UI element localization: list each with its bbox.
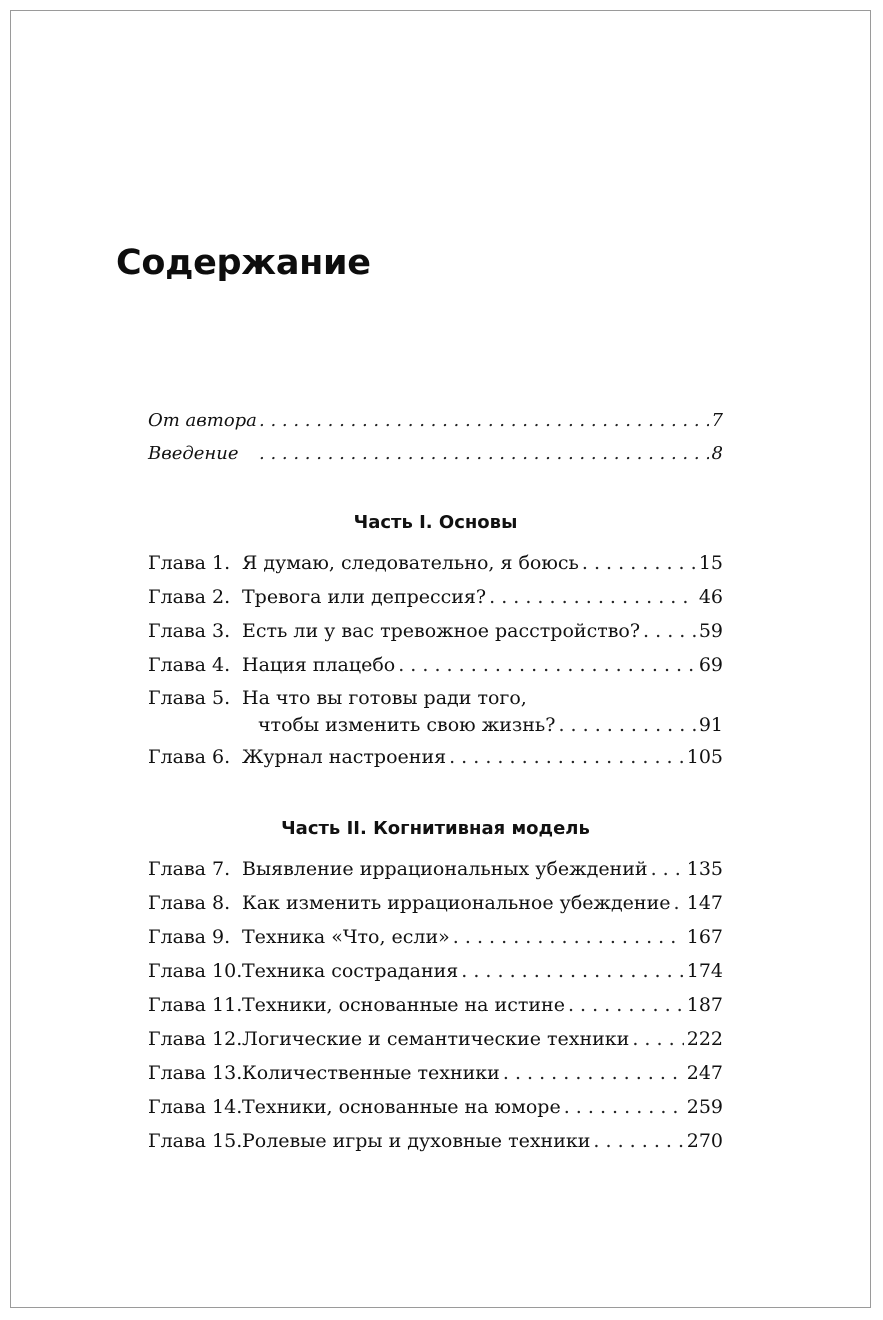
dot-leader [503,1062,684,1084]
toc-page-number: 174 [686,960,723,982]
dot-leader [564,1096,684,1118]
toc-entry-label: От автора [148,410,257,431]
toc-entry-label: Введение [148,443,239,464]
toc-entry-chapter[interactable] [148,552,723,574]
toc-entry-chapter[interactable] [148,1062,723,1084]
dot-leader [259,410,709,431]
chapter-title: Количественные техники [242,1062,500,1084]
dot-leader [568,994,684,1016]
chapter-title: Есть ли у вас тревожное расстройство? [242,620,641,642]
chapter-number: Глава 14. [148,1096,243,1118]
toc-entry-chapter[interactable] [148,994,723,1016]
chapter-number: Глава 12. [148,1028,243,1050]
chapter-number: Глава 4. [148,654,231,676]
chapter-title: Выявление иррациональных убеждений [242,858,648,880]
part-heading: Часть I. Основы [353,512,518,533]
toc-page-number: 147 [686,892,723,914]
dot-leader [643,620,696,642]
toc-entry-chapter[interactable] [148,1028,723,1050]
toc-page-number: 247 [686,1062,723,1084]
dot-leader [593,1130,683,1152]
toc-entry-chapter[interactable] [148,1096,723,1118]
chapter-number: Глава 1. [148,552,231,574]
toc-entry-introduction[interactable] [148,443,723,464]
dot-leader [674,892,684,914]
toc-page-number: 91 [698,714,723,736]
dot-leader [582,552,696,574]
toc-page-number: 270 [686,1130,723,1152]
toc-page-number: 46 [698,586,723,608]
toc-page-number: 7 [711,410,723,431]
chapter-title: Тревога или депрессия? [242,586,487,608]
toc-page-number: 105 [686,746,723,768]
dot-leader [449,746,684,768]
toc-entry-chapter[interactable] [148,654,723,676]
chapter-number: Глава 8. [148,892,231,914]
toc-entry-chapter[interactable] [148,1130,723,1152]
chapter-title: Я думаю, следовательно, я боюсь [242,552,579,574]
chapter-title: Логические и семантические техники [242,1028,630,1050]
chapter-number: Глава 13. [148,1062,243,1084]
toc-page-number: 187 [686,994,723,1016]
chapter-number: Глава 7. [148,858,231,880]
page-title: Содержание [116,243,371,283]
chapter-title: Техника «Что, если» [242,926,450,948]
toc-entry-chapter[interactable] [148,926,723,948]
dot-leader [489,586,696,608]
toc-page-number: 8 [711,443,723,464]
toc-page-number: 69 [698,654,723,676]
dot-leader [558,714,695,736]
chapter-number: Глава 10. [148,960,243,982]
part-heading: Часть II. Когнитивная модель [281,818,590,839]
toc-entry-chapter[interactable] [148,687,723,743]
toc-entry-chapter[interactable] [148,960,723,982]
chapter-title: Как изменить иррациональное убеждение [242,892,671,914]
dot-leader [651,858,684,880]
dot-leader [632,1028,683,1050]
chapter-title: Журнал настроения [242,746,447,768]
dot-leader [453,926,684,948]
chapter-number: Глава 5. [148,687,231,709]
toc-page-number: 15 [698,552,723,574]
toc-entry-chapter[interactable] [148,620,723,642]
toc-entry-chapter[interactable] [148,858,723,880]
toc-page-number: 259 [686,1096,723,1118]
toc-entry-author-note[interactable] [148,410,723,431]
chapter-number: Глава 6. [148,746,231,768]
chapter-number: Глава 2. [148,586,231,608]
chapter-title-line-2: чтобы изменить свою жизнь? [258,714,556,736]
dot-leader [398,654,696,676]
chapter-title: Техники, основанные на юморе [242,1096,561,1118]
chapter-title: Техники, основанные на истине [242,994,565,1016]
toc-page-number: 59 [698,620,723,642]
chapter-number: Глава 15. [148,1130,243,1152]
toc-page-number: 135 [686,858,723,880]
toc-page-number: 167 [686,926,723,948]
chapter-title: Техника сострадания [242,960,459,982]
toc-entry-chapter[interactable] [148,892,723,914]
toc-entry-chapter[interactable] [148,586,723,608]
chapter-number: Глава 3. [148,620,231,642]
chapter-number: Глава 9. [148,926,231,948]
dot-leader [461,960,683,982]
chapter-number: Глава 11. [148,994,243,1016]
chapter-title-line-1: На что вы готовы ради того, [242,687,527,709]
toc-entry-chapter[interactable] [148,746,723,768]
dot-leader [259,443,709,464]
chapter-title: Нация плацебо [242,654,396,676]
toc-page-number: 222 [686,1028,723,1050]
chapter-title: Ролевые игры и духовные техники [242,1130,591,1152]
